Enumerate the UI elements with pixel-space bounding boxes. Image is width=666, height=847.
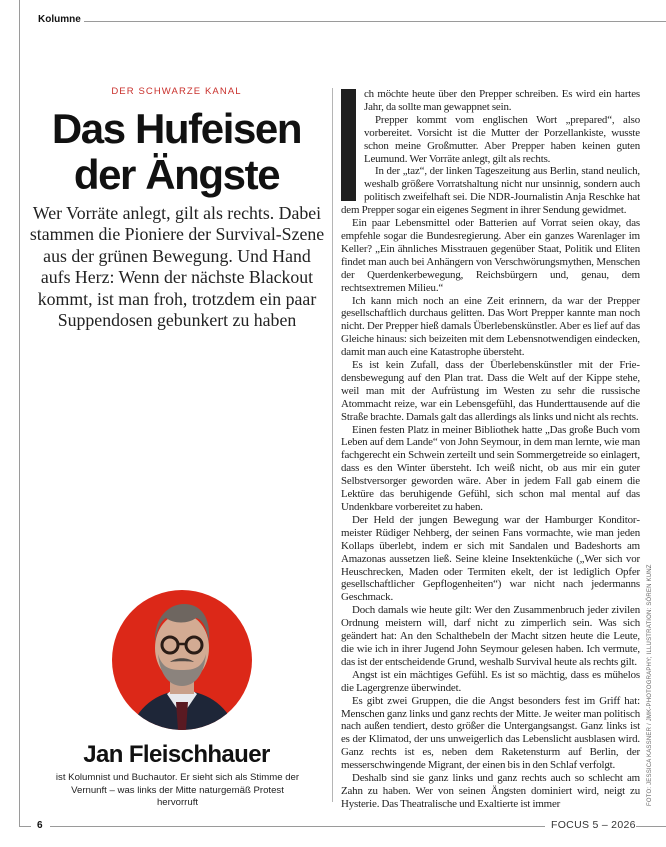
headline [20, 106, 333, 198]
column-divider [332, 88, 333, 802]
photo-credit: FOTO: JESSICA KASSNER / JMK-PHOTOGRAPHY; ILLUSTRATION: SÖREN KUNZ [647, 564, 653, 806]
author-portrait-icon [112, 590, 252, 730]
body-paragraph: Der Held der jungen Bewegung war der Hamburger Konditormeister Rüdiger Nehberg, der seinen Fans vormachte, wie man jeden Kollaps überlebt, indem er sich mit Sandalen und Badeshorts am Amazonas aussetzen ließ. Seine kleine Insektenküche („Wer sich vor Heuschrecken, Maden oder Termiten ekelt, der ist lediglich Opfer gesellschaftlicher Gepflogenheiten“) war nicht nach jedermanns Geschmack. [341, 513, 640, 604]
body-paragraph: Angst ist ein mächtiges Gefühl. Es ist so mächtig, dass es mühelos die Lagergrenze überwindet. [341, 668, 640, 694]
author-name: Jan Fleischhauer [83, 741, 270, 768]
body-paragraph: Prepper kommt vom englischen Wort „prepared“, also vorbereitet. Vorsicht ist die Mutter der Porzellankiste, wusste schon meine Großmutter. Aber Prepper haben keinen guten Leumund. Wer Vorräte anlegt, gilt als rechts. [364, 113, 640, 165]
page-number: 6 [37, 820, 43, 831]
body-paragraph: Deshalb sind sie ganz links und ganz rechts auch so schlecht am Zahn zu haben. Wer von seinen Ängsten dominiert wird, neigt zu Hysterie. Das Theatralische und Exaltierte ist immer [341, 772, 640, 810]
body-paragraph: Ein paar Lebensmittel oder Batterien auf Vorrat seien okay, das empfehle sogar die Bundesregierung. Aber ein ganzes Warenlager im Keller? „Ein ähnliches Misstrauen gegenüber Staat, Politik und Eliten findet man auch bei Anhängern von Verschwörungsmythen, Menschen der Querdenkerbewegung, Reichsbürgern und, genau, dem rechtsextremen Milieu.“ [341, 217, 640, 294]
body-paragraph: Doch damals wie heute gilt: Wer den Zusammenbruch jeder zivilen Ordnung meistern will, darf nicht zu zimperlich sein. Was sich geändert hat: An den Schalthebeln der Macht sitzen heute die Leute, die wie ich in ihrer Jugend John Seymour gelesen haben. Ich vermute, das ist der entscheidende Grund, weshalb Survival heute als rechts gilt. [341, 604, 640, 668]
author-portrait [112, 590, 252, 730]
body-paragraph: Ich kann mich noch an eine Zeit erinnern, da war der Prepper gesellschaftlich durchaus gelitten. Das Wort Prepper kannte man noch nicht. Der Prepper hieß damals Überlebenskünstler. Aber es lief auf das Gleiche hinaus: sich beizeiten mit dem Lebensnotwendigen eindecken, damit man auch eine Katastrophe übersteht. [341, 294, 640, 359]
headline-line-2: der Ängste [73, 151, 280, 198]
body-paragraph: ch möchte heute über den Prepper schreiben. Es wird ein hartes Jahr, da sollte man gewappnet sein. [364, 88, 640, 113]
drop-cap: I [341, 89, 356, 201]
body-paragraph: Es gibt zwei Gruppen, die die Angst besonders fest im Griff hat: Menschen ganz links und ganz rechts der Mitte. Je weiter man politisch nach außen tendiert, desto größer die Untergangsangst. Ganz links ist es der Klimatod, der uns unweigerlich das Lebenslicht ausblasen wird. Ganz rechts ist es, neben dem Raketensturm auf Berlin, der messerschwingende Migrant, der einen bis in den Schlaf verfolgt. [341, 694, 640, 772]
body-paragraph: Einen festen Platz in meiner Bibliothek hatte „Das große Buch vom Leben auf dem Lande“ von John Seymour, in dem man lernte, wie man fachgerecht ein Schwein zerteilt und sein Sommergetreide so einlagert, dass es den Winter übersteht. Ich weiß nicht, ob aus mir ein guter Selbstversorger geworden wäre. Aber in jedem Fall gab einem die Lektüre das beruhigende Gefühl, sich schon mal mental auf das Undenkbare vorbereitet zu haben. [341, 423, 640, 513]
body-paragraph: In der „taz“, der linken Tageszeitung aus Berlin, stand neulich, weshalb größere Vorratshaltung nicht nur unsinnig, sondern auch politisch zweifelhaft sei. Die NDR-Journalistin Anja Reschke hat dem Prepper sogar ein eigenes Segment in ihrer Sendung gewidmet. [341, 165, 640, 217]
footer-rule-right [636, 826, 666, 827]
section-label: Kolumne [38, 14, 81, 25]
headline-line-1: Das Hufeisen [51, 105, 302, 152]
issue-label: FOCUS 5 – 2026 [551, 819, 636, 831]
footer-rule-middle [50, 826, 545, 827]
body-paragraph: Es ist kein Zufall, dass der Überlebenskünstler mit der Friedensbewegung auf den Plan trat. Dass die Welt auf der Kippe stehe, weil man mit der Aufrüstung im Westen zu sehr die russische Atommacht reize, war ein Lebensgefühl, das Hunderttausende auf die Straße brachte. Damals galt das allerdings als links und nicht als rechts. [341, 359, 640, 423]
article-body [341, 88, 640, 811]
author-bio: ist Kolumnist und Buchautor. Er sieht sich als Stimme der Vernunft – was links der Mitte naturgemäß Protest hervorruft [55, 772, 300, 809]
footer-rule-left [19, 826, 31, 827]
column-kicker: DER SCHWARZE KANAL [111, 86, 242, 97]
header-rule [84, 21, 666, 22]
teaser: Wer Vorräte anlegt, gilt als rechts. Dabei stammen die Pioniere der Survival-Szene aus der grünen Bewegung. Und Hand aufs Herz: Wenn der nächste Blackout kommt, ist man froh, trotzdem ein paar Suppendosen gebunkert zu haben [29, 203, 325, 331]
